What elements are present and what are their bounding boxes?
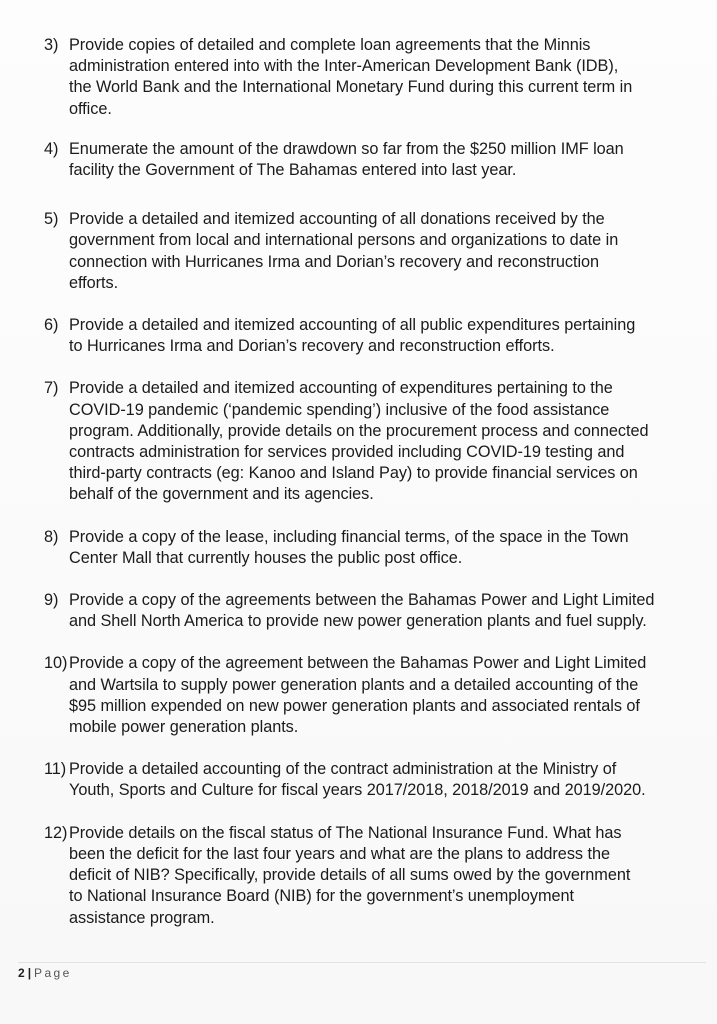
text-line: contracts administration for services provided including COVID-19 testing and	[69, 443, 625, 462]
item-text	[69, 759, 706, 801]
text-line: third-party contracts (eg: Kanoo and Island Pay) to provide financial services on	[69, 464, 638, 483]
text-line: Provide a detailed and itemized accounting of all public expenditures pertaining	[69, 316, 636, 335]
item-number: 9)	[44, 591, 59, 610]
item-text	[69, 823, 706, 929]
text-line: connection with Hurricanes Irma and Dorian’s recovery and reconstruction	[69, 252, 600, 271]
item-number: 10)	[44, 654, 68, 673]
item-number: 4)	[44, 139, 59, 158]
item-number: 7)	[44, 379, 59, 398]
text-line: COVID-19 pandemic (‘pandemic spending’) inclusive of the food assistance	[69, 400, 610, 419]
item-text	[69, 527, 706, 569]
text-line: mobile power generation plants.	[69, 718, 299, 737]
text-line: Center Mall that currently houses the public post office.	[69, 548, 463, 567]
item-number: 3)	[44, 36, 59, 54]
text-line: to National Insurance Board (NIB) for the government’s unemployment	[69, 887, 574, 906]
item-text	[69, 209, 706, 294]
text-line: office.	[69, 99, 112, 118]
text-line: and Wartsila to supply power generation plants and a detailed accounting of the	[69, 675, 639, 694]
text-line: Youth, Sports and Culture for fiscal years 2017/2018, 2018/2019 and 2019/2020.	[69, 781, 646, 800]
list-item	[44, 315, 706, 357]
item-text	[69, 590, 706, 632]
text-line: Provide a detailed accounting of the contract administration at the Ministry of	[69, 760, 617, 779]
text-line: Provide a detailed and itemized accounting of expenditures pertaining to the	[69, 379, 613, 398]
item-text	[69, 139, 706, 181]
item-number: 8)	[44, 527, 59, 546]
text-line: Provide a detailed and itemized accounting of all donations received by the	[69, 210, 605, 229]
page-label: Page	[34, 966, 72, 980]
text-line: government from local and international persons and organizations to date in	[69, 231, 619, 250]
text-line: assistance program.	[69, 908, 215, 927]
list-item	[44, 209, 706, 294]
text-line: deficit of NIB? Specifically, provide details of all sums owed by the government	[69, 866, 631, 885]
text-line: to Hurricanes Irma and Dorian’s recovery and reconstruction efforts.	[69, 337, 555, 356]
request-list	[44, 35, 706, 929]
list-item	[44, 378, 706, 505]
page-footer	[18, 966, 72, 980]
item-number: 12)	[44, 823, 68, 842]
text-line: Provide copies of detailed and complete loan agreements that the Minnis	[69, 36, 591, 54]
item-number: 11)	[44, 760, 67, 779]
text-line: facility the Government of The Bahamas entered into last year.	[69, 161, 517, 180]
text-line: behalf of the government and its agencies.	[69, 485, 374, 504]
text-line: been the deficit for the last four years and what are the plans to address the	[69, 844, 610, 863]
item-number: 5)	[44, 210, 59, 229]
item-text	[69, 653, 706, 738]
list-item	[44, 759, 706, 801]
text-line: Provide a copy of the lease, including financial terms, of the space in the Town	[69, 527, 629, 546]
item-text	[69, 35, 706, 120]
text-line: Enumerate the amount of the drawdown so far from the $250 million IMF loan	[69, 139, 624, 158]
item-text	[69, 315, 706, 357]
list-item	[44, 590, 706, 632]
text-line: $95 million expended on new power generation plants and associated rentals of	[69, 696, 640, 715]
text-line: Provide a copy of the agreement between the Bahamas Power and Light Limited	[69, 654, 647, 673]
text-line: and Shell North America to provide new power generation plants and fuel supply.	[69, 612, 647, 631]
footer-separator: |	[27, 966, 32, 980]
list-item	[44, 35, 706, 120]
list-item	[44, 527, 706, 569]
text-line: the World Bank and the International Monetary Fund during this current term in	[69, 78, 633, 97]
text-line: program. Additionally, provide details on the procurement process and connected	[69, 421, 649, 440]
footer-divider	[18, 962, 706, 963]
list-item	[44, 823, 706, 929]
text-line: Provide details on the fiscal status of The National Insurance Fund. What has	[69, 823, 622, 842]
list-item	[44, 653, 706, 738]
list-item	[44, 139, 706, 181]
item-number: 6)	[44, 316, 59, 335]
text-line: efforts.	[69, 273, 119, 292]
text-line: Provide a copy of the agreements between the Bahamas Power and Light Limited	[69, 591, 655, 610]
page-number: 2	[18, 966, 25, 980]
text-line: administration entered into with the Inter-American Development Bank (IDB),	[69, 57, 619, 76]
item-text	[69, 378, 706, 505]
